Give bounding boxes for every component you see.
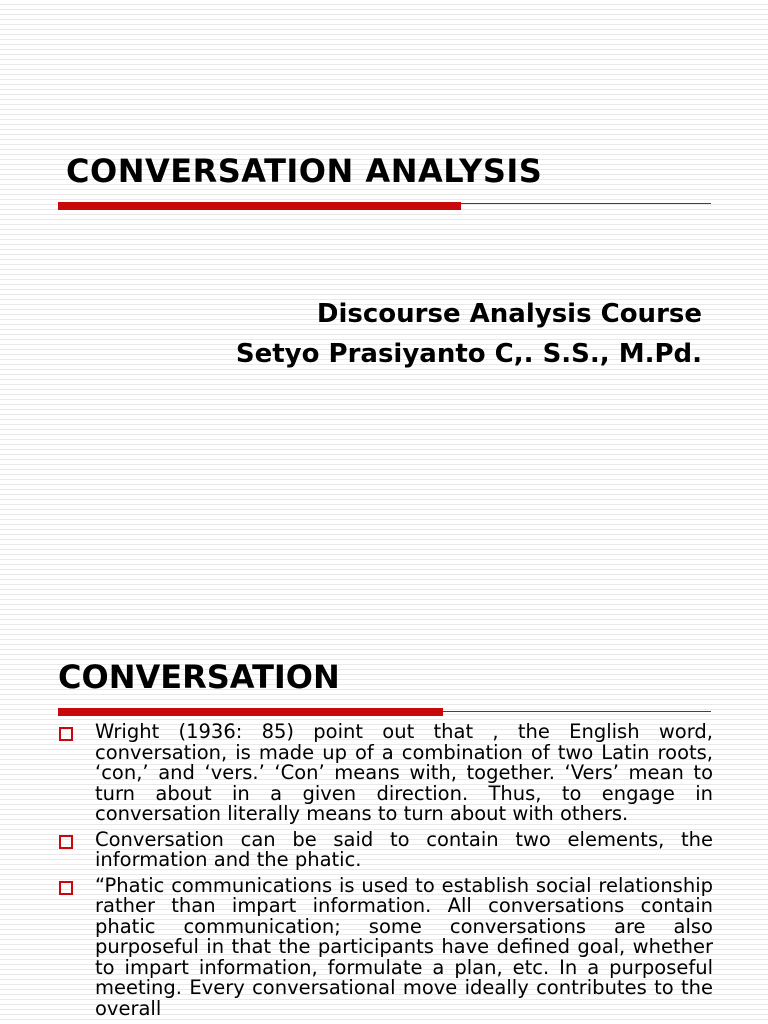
- bullet-text: Wright (1936: 85) point out that , the English word, conversation, is made up of a combination of two Latin roots, ‘con,’ and ‘vers.’ ‘Con’ means with, together. ‘Vers’ mean to turn about in a given direction. Thus, to engage in conversation literally means to turn about with others.: [95, 720, 713, 825]
- title-underline-thick: [58, 708, 443, 716]
- course-name: Discourse Analysis Course: [316, 299, 702, 329]
- bullet-text: Conversation can be said to contain two elements, the information and the phatic.: [95, 827, 713, 871]
- hollow-square-icon: [59, 881, 73, 895]
- title-underline-thin: [443, 711, 711, 712]
- title-underline-thin: [461, 203, 711, 204]
- title-underline-thick: [58, 202, 461, 210]
- slide-2: [0, 512, 768, 1024]
- hollow-square-icon: [59, 835, 73, 849]
- list-item: [57, 827, 713, 871]
- hollow-square-icon: [59, 727, 73, 741]
- list-item: [57, 873, 713, 1020]
- author-name: Setyo Prasiyanto C,. S.S., M.Pd.: [235, 339, 702, 369]
- slide-title: CONVERSATION ANALYSIS: [66, 152, 543, 190]
- bullet-text: “Phatic communications is used to establish social relationship rather than impart information. All conversations contain phatic communication; some conversations are also purposeful in that the participants have defined goal, whether to impart information, formulate a plan, etc. In a purposeful meeting. Every conversational move ideally contributes to the overall: [95, 873, 713, 1020]
- list-item: [57, 722, 713, 825]
- bullet-list: [57, 722, 713, 1024]
- subtitle-block: [236, 294, 702, 374]
- slide-title: CONVERSATION: [58, 658, 340, 696]
